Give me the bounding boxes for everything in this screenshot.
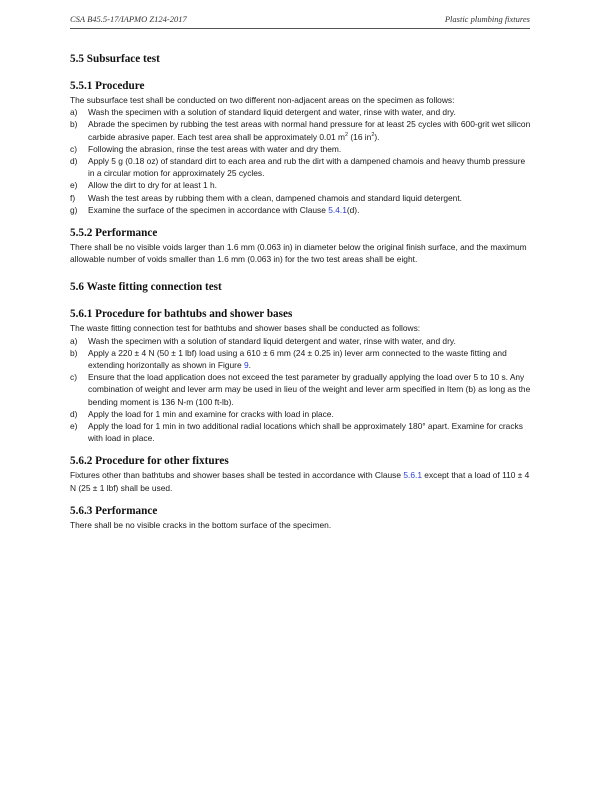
- section-5-6-2: [70, 454, 532, 493]
- list-item-text: ).: [374, 131, 380, 142]
- list-item: [70, 155, 532, 179]
- list-item-text: .: [248, 360, 251, 371]
- list-item-text: Apply the load for 1 min in two additional radial locations which shall be approximately 180° apart. Examine for cracks with load in place.: [88, 421, 523, 444]
- list-item: [70, 420, 532, 444]
- clause-reference-link[interactable]: 5.4.1: [328, 204, 347, 215]
- section-5-6-3: [70, 504, 532, 531]
- section-5-6-3-text: There shall be no visible cracks in the bottom surface of the specimen.: [70, 519, 332, 530]
- list-item-text: Allow the dirt to dry for at least 1 h.: [88, 180, 217, 191]
- list-item-text: (d).: [346, 204, 360, 215]
- figure-reference-link[interactable]: 9: [243, 360, 249, 371]
- section-5-6-1-intro: The waste fitting connection test for bathtubs and shower bases shall be conducted as follows:: [70, 323, 421, 334]
- paragraph-text: Fixtures other than bathtubs and shower bases shall be tested in accordance with Clause: [70, 470, 404, 481]
- list-item-text: Following the abrasion, rinse the test areas with water and dry them.: [88, 143, 342, 154]
- procedure-list-5-6-1: [70, 335, 532, 445]
- header-standard-id: CSA B45.5-17/IAPMO Z124-2017: [70, 14, 187, 24]
- list-item-text: Ensure that the load application does not exceed the test parameter by gradually applying the load over 5 to 10 s. Any combination of weight and lever arm may be used in lieu of the weight and lever arm specified in Item (b) as long as the bending moment is 136 N-m (100 ft-lb).: [88, 372, 531, 407]
- section-5-5-1: [70, 79, 532, 216]
- list-marker: f): [70, 192, 76, 203]
- list-marker: a): [70, 107, 78, 118]
- section-5-6-1: [70, 307, 532, 444]
- list-marker: b): [70, 347, 78, 358]
- paragraph-text: except that a load of 110 ± 4 N (25 ± 1 lbf) shall be used.: [70, 470, 530, 493]
- list-item: [70, 192, 532, 204]
- list-marker: e): [70, 421, 78, 432]
- list-marker: e): [70, 180, 78, 191]
- section-5-6-2-heading: 5.6.2 Procedure for other fixtures: [70, 455, 229, 468]
- list-item-text: Apply 5 g (0.18 oz) of standard dirt to each area and rub the dirt with a dampened chamois and heavy thumb pressure in a circular motion for approximately 25 cycles.: [88, 156, 526, 179]
- list-item-text: Apply the load for 1 min and examine for cracks with load in place.: [88, 408, 334, 419]
- clause-reference-link[interactable]: 5.6.1: [403, 470, 422, 481]
- list-marker: g): [70, 204, 78, 215]
- list-item: [70, 106, 532, 118]
- section-5-5-2-text: There shall be no visible voids larger than 1.6 mm (0.063 in) in diameter below the original finish surface, and the maximum allowable number of voids smaller than 1.6 mm (0.063 in) for the two test areas shall be eight.: [70, 242, 527, 265]
- list-item: [70, 408, 532, 420]
- section-5-5-1-intro: The subsurface test shall be conducted on two different non-adjacent areas on the specimen as follows:: [70, 95, 455, 105]
- list-item-text: Wash the specimen with a solution of standard liquid detergent and water, rinse with water, and dry.: [88, 335, 456, 346]
- running-header: [70, 14, 530, 29]
- list-item-text: Wash the test areas by rubbing them with a clean, dampened chamois and standard liquid detergent.: [88, 192, 462, 203]
- list-item-text: Abrade the specimen by rubbing the test areas with normal hand pressure for at least 25 cycles with 600-grit wet silicon carbide abrasive paper. Each test area shall be approximately 0.01 m: [88, 119, 531, 142]
- section-5-6-2-text: [70, 469, 532, 493]
- list-item: [70, 118, 532, 142]
- list-marker: a): [70, 335, 78, 346]
- section-5-5-heading: 5.5 Subsurface test: [70, 53, 160, 65]
- list-item: [70, 335, 532, 347]
- list-marker: c): [70, 143, 77, 154]
- list-item-text: Wash the specimen with a solution of standard liquid detergent and water, rinse with water, and dry.: [88, 107, 456, 118]
- list-item: [70, 179, 532, 191]
- page-content: [70, 52, 532, 541]
- list-item: [70, 347, 532, 371]
- section-5-6-1-heading: 5.6.1 Procedure for bathtubs and shower bases: [70, 308, 293, 321]
- list-item: [70, 143, 532, 155]
- list-marker: c): [70, 372, 77, 383]
- section-5-6-heading: 5.6 Waste fitting connection test: [70, 281, 222, 294]
- list-item: [70, 204, 532, 216]
- list-item: [70, 371, 532, 408]
- list-item-text: Examine the surface of the specimen in accordance with Clause: [88, 204, 329, 215]
- list-marker: d): [70, 156, 78, 167]
- list-item-text: (16 in: [348, 131, 372, 142]
- list-item-text: Apply a 220 ± 4 N (50 ± 1 lbf) load using a 610 ± 6 mm (24 ± 0.25 in) lever arm connected to the waste fitting and extending horizontally as shown in Figure: [88, 347, 507, 371]
- header-document-title: Plastic plumbing fixtures: [444, 14, 530, 24]
- list-marker: d): [70, 408, 78, 419]
- section-5-6-3-heading: 5.6.3 Performance: [70, 504, 158, 517]
- section-5-5-1-heading: 5.5.1 Procedure: [70, 80, 145, 92]
- procedure-list-5-5-1: [70, 106, 532, 216]
- superscript: 2: [371, 131, 375, 138]
- list-marker: b): [70, 119, 78, 130]
- superscript: 2: [344, 131, 349, 138]
- section-5-5-2-heading: 5.5.2 Performance: [70, 227, 158, 240]
- section-5-5-2: [70, 226, 532, 265]
